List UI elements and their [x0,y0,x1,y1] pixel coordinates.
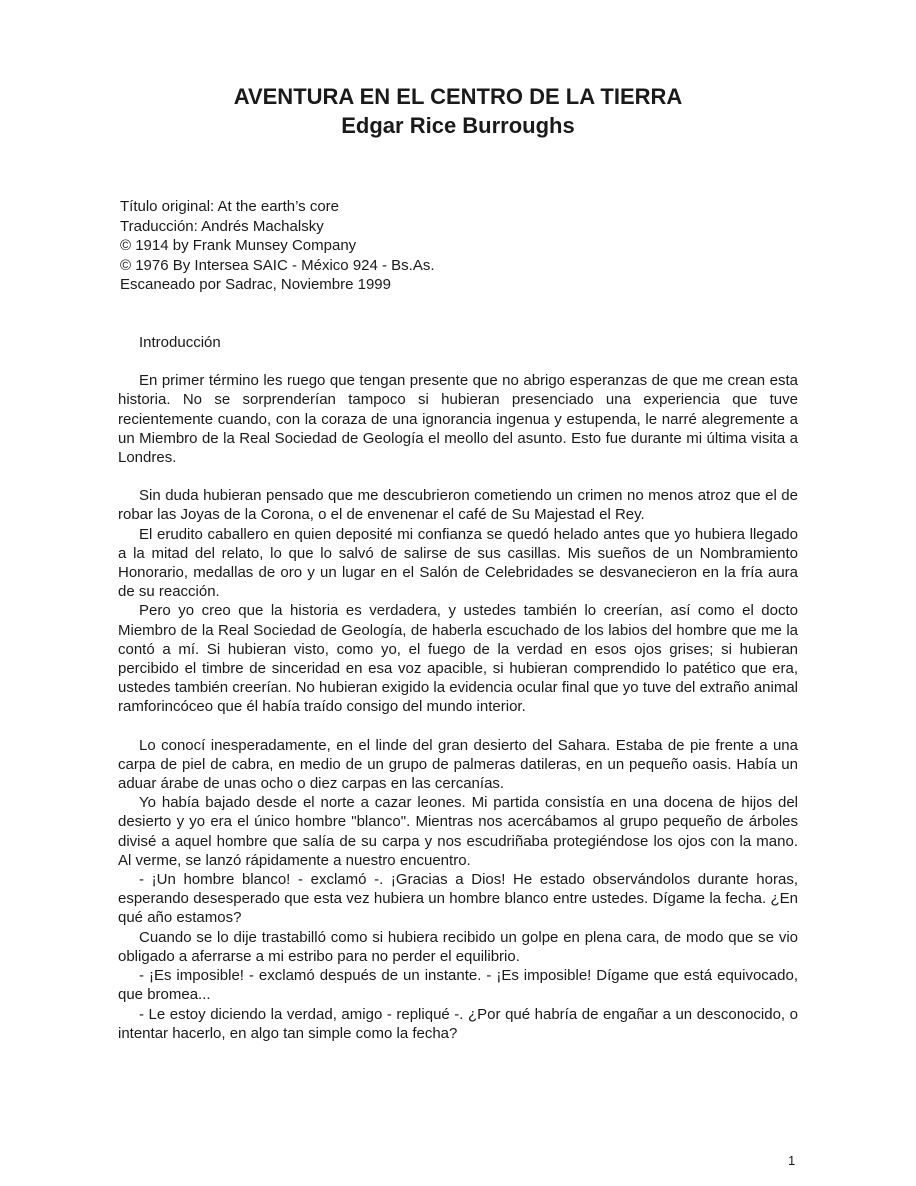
paragraph: - ¡Es imposible! - exclamó después de un instante. - ¡Es imposible! Dígame que está equivocado, que bromea... [118,967,798,1004]
publication-info [120,197,800,295]
paragraph: Lo conocí inesperadamente, en el linde del gran desierto del Sahara. Estaba de pie frente a una carpa de piel de cabra, en medio de un grupo de palmeras datileras, en un pequeño oasis. Había un aduar árabe de unas ocho o diez carpas en las cercanías. [118,736,798,793]
scan-credit-line: Escaneado por Sadrac, Noviembre 1999 [120,276,391,294]
document-header [0,82,916,140]
document-author: Edgar Rice Burroughs [341,113,575,138]
paragraph: Pero yo creo que la historia es verdadera, y ustedes también lo creerían, así como el docto Miembro de la Real Sociedad de Geología, de haberla escuchado de los labios del hombre que me la contó a mí. Si hubieran visto, como yo, el fuego de la verdad en esos ojos grises; si hubieran percibido el timbre de sinceridad en esa voz apacible, si hubieran comprendido lo patético que era, ustedes también creerían. No hubieran exigido la evidencia ocular final que yo tuve del extraño animal ramforincóceo que él había traído consigo del mundo interior. [118,602,798,716]
original-title-line: Título original: At the earth’s core [120,198,340,215]
copyright-line: © 1914 by Frank Munsey Company [120,237,357,255]
section-heading: Introducción [139,334,221,351]
paragraph: Sin duda hubieran pensado que me descubrieron cometiendo un crimen no menos atroz que el de robar las Joyas de la Corona, o el de envenenar el café de Su Majestad el Rey. [118,487,798,524]
paragraph: - Le estoy diciendo la verdad, amigo - repliqué -. ¿Por qué habría de engañar a un desconocido, o intentar hacerlo, en algo tan simple como la fecha? [118,1005,798,1042]
paragraph: Cuando se lo dije trastabilló como si hubiera recibido un golpe en plena cara, de modo que se vio obligado a aferrarse a mi estribo para no perder el equilibrio. [118,928,798,965]
paragraph: El erudito caballero en quien deposité mi confianza se quedó helado antes que yo hubiera llegado a la mitad del relato, lo que lo salvó de salirse de sus casillas. Mis sueños de un Nombramiento Honorario, medallas de oro y un lugar en el Salón de Celebridades se desvanecieron en la fría aura de su reacción. [118,525,798,601]
paragraph: En primer término les ruego que tengan presente que no abrigo esperanzas de que me crean esta historia. No se sorprenderían tampoco si hubieran presenciado una experiencia que tuve recientemente cuando, con la coraza de una ignorancia ingenua y estupenda, le narré alegremente a un Miembro de la Real Sociedad de Geología el meollo del asunto. Esto fue durante mi última visita a Londres. [118,372,798,467]
document-body [118,333,798,1043]
document-title: AVENTURA EN EL CENTRO DE LA TIERRA [233,84,683,109]
translation-line: Traducción: Andrés Machalsky [120,217,324,235]
paragraph: - ¡Un hombre blanco! - exclamó -. ¡Gracias a Dios! He estado observándolos durante horas, esperando desesperado que esta vez hubiera un hombre blanco entre ustedes. Dígame la fecha. ¿En qué año estamos? [118,871,798,927]
page-number: 1 [788,1153,796,1168]
paragraph: Yo había bajado desde el norte a cazar leones. Mi partida consistía en una docena de hijos del desierto y yo era el único hombre "blanco". Mientras nos acercábamos al grupo pequeño de árboles divisé a aquel hombre que salía de su carpa y nos escudriñaba protegiéndose los ojos con la mano. Al verme, se lanzó rápidamente a nuestro encuentro. [118,794,798,869]
copyright-line: © 1976 By Intersea SAIC - México 924 - Bs.As. [120,256,435,274]
